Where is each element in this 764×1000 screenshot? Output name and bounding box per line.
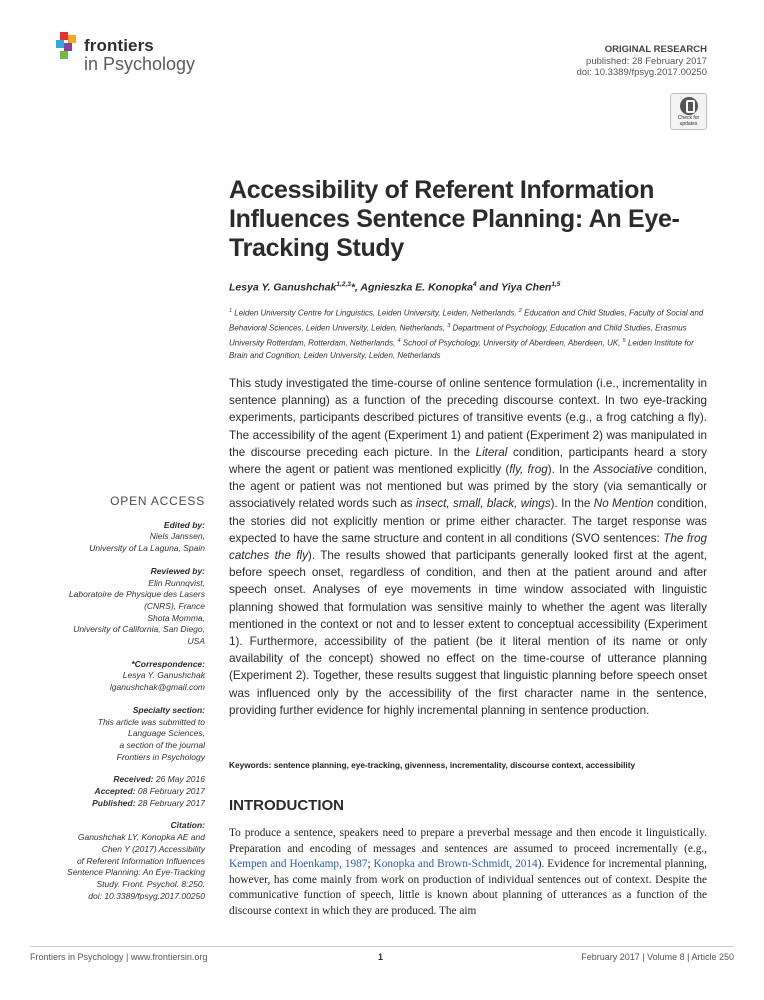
body-text: ; xyxy=(367,858,374,871)
specialty-text: Language Sciences, xyxy=(127,728,205,739)
correspondence-name: Lesya Y. Ganushchak xyxy=(122,670,205,681)
abstract-emphasis: No Mention xyxy=(593,497,654,511)
body-text: ). Evidence for incremental planning, however, has come mainly from work on production of individual sentences out of context. Despite the communicative function of speech, little is known about planning of utterances as a function of the discourse context in which they are produced. The aim xyxy=(229,858,707,917)
accepted-label: Accepted: xyxy=(94,786,136,797)
keywords xyxy=(229,760,709,770)
reviewers-block xyxy=(50,566,205,648)
reviewer-name: Shota Momma, xyxy=(147,612,205,623)
article-title: Accessibility of Referent Information Influences Sentence Planning: An Eye-Tracking Study xyxy=(229,176,680,262)
journal-name: in Psychology xyxy=(84,54,196,74)
article-sidebar xyxy=(50,496,205,913)
citation-doi-link[interactable]: doi: 10.3389/fpsyg.2017.00250 xyxy=(88,890,205,901)
abstract-text: condition, the agent or patient was not mentioned but was primed by the story (via semantically or associatively related words such as xyxy=(229,463,707,511)
abstract-emphasis: The frog catches the fly xyxy=(229,531,707,563)
abstract-text: ). In the xyxy=(547,463,594,477)
abstract-emphasis: fly, frog xyxy=(509,463,548,477)
author-separator: and xyxy=(476,281,501,294)
published-label: Published: xyxy=(92,797,136,808)
received-row xyxy=(50,774,205,786)
correspondence-label: *Correspondence: xyxy=(131,658,205,669)
citation-text: of Referent Information Influences xyxy=(76,855,205,866)
open-access-label: OPEN ACCESS xyxy=(110,494,205,508)
editor-name: Niels Janssen, xyxy=(149,531,205,542)
accepted-date: 08 February 2017 xyxy=(135,786,205,797)
reviewer-name: Elin Runnqvist, xyxy=(148,577,205,588)
published-date: published: 28 February 2017 xyxy=(586,55,707,67)
published-date-sidebar: 28 February 2017 xyxy=(135,797,205,808)
check-updates-label: Check for updates xyxy=(677,115,700,127)
citation-link[interactable]: Konopka and Brown-Schmidt, 2014 xyxy=(373,858,538,871)
keywords-label: Keywords: xyxy=(229,760,272,770)
abstract-emphasis: insect, small, black, wings xyxy=(415,497,551,511)
abstract-text: This study investigated the time-course of online sentence formulation (i.e., incrementality in sentence planning) as a function of the preceding discourse context. In two eye-tracking experiments, participants described pictures of transitive events (e.g., a frog catching a fly). The accessibility of the agent (Experiment 1) and patient (Experiment 2) was manipulated in the discourse preceding each picture. In the xyxy=(229,377,707,459)
introduction-text xyxy=(229,826,707,920)
abstract-emphasis: Associative xyxy=(593,463,653,477)
abstract-text: condition, the stories did not explicitly mention or prime either character. The target response was expected to have the same structure and content in all conditions (SVO sentences: xyxy=(229,497,707,545)
author-affil-sup: 4 xyxy=(473,281,477,288)
check-for-updates-button[interactable] xyxy=(670,93,707,130)
author-name[interactable]: Yiya Chen xyxy=(500,281,552,294)
accepted-row xyxy=(50,786,205,798)
page-number: 1 xyxy=(378,952,384,962)
correspondence-block xyxy=(50,659,205,694)
abstract-text: condition, participants heard a story where the agent or patient was mentioned explicitly ( xyxy=(229,445,707,477)
body-text: To produce a sentence, speakers need to prepare a preverbal message and then encode it linguistically. Preparation and encoding of messages and sentences are assumed to proceed incrementally (e.g., xyxy=(229,827,707,855)
citation-text: Ganushchak LY, Konopka AE and xyxy=(77,832,205,843)
received-date: 26 May 2016 xyxy=(153,774,205,785)
article-type: ORIGINAL RESEARCH xyxy=(604,44,707,55)
reviewed-by-label: Reviewed by: xyxy=(150,565,205,576)
received-label: Received: xyxy=(113,774,154,785)
author-name[interactable]: Lesya Y. Ganushchak xyxy=(229,281,337,294)
article-meta-header xyxy=(577,44,707,79)
bookmark-icon xyxy=(680,97,698,115)
abstract-text: ). The results showed that participants generally looked first at the agent, before speech onset, regardless of condition, and then at the patient around and after speech onset. Analyses of eye movements in time window associated with linguistic planning showed that formulation was sensitive mainly to whether the agent was literally mentioned in the context or not and to lesser extent to conceptual accessibility (Experiment 1). Furthermore, accessibility of the patient (be it literal mention of its name or only availability of the concept) showed no effect on the time-course of utterance planning (Experiment 2). Together, these results suggest that linguistic planning before speech onset was influenced only by the accessibility of the first character name in the sentence, providing further evidence for highly incremental planning in sentence production. xyxy=(229,549,707,717)
journal-logo[interactable] xyxy=(56,32,216,80)
edited-by-label: Edited by: xyxy=(163,519,205,530)
section-heading-introduction: INTRODUCTION xyxy=(229,797,344,814)
reviewer-affiliation: University of California, San Diego, xyxy=(73,624,205,635)
frontiers-logo-icon xyxy=(56,32,80,60)
footer-issue-info: February 2017 | Volume 8 | Article 250 xyxy=(581,952,734,962)
journal-brand: frontiers xyxy=(84,36,154,55)
affil-num: 4 xyxy=(397,338,401,345)
author-affil-sup: 1,2,3 xyxy=(336,281,351,288)
citation-text: Study. Front. Psychol. 8:250. xyxy=(96,878,205,889)
affil-text: School of Psychology, University of Aberdeen, Aberdeen, UK, xyxy=(400,338,623,348)
specialty-text: a section of the journal xyxy=(119,739,205,750)
affil-num: 1 xyxy=(229,308,233,314)
affil-num: 3 xyxy=(447,323,451,330)
abstract xyxy=(229,375,707,719)
affil-text: Leiden Institute for Brain and Cognition, Leiden University, Leiden, Netherlands xyxy=(229,338,694,361)
citation-text: Sentence Planning: An Eye-Tracking xyxy=(67,867,205,878)
citation-label: Citation: xyxy=(170,820,205,831)
specialty-text: This article was submitted to xyxy=(97,716,205,727)
affil-text: Education and Child Studies, Faculty of Social and Behavioral Sciences, Leiden University, Leiden, Netherlands, xyxy=(229,308,704,333)
reviewer-affiliation: USA xyxy=(187,636,205,647)
correspondence-email-link[interactable]: lganushchak@gmail.com xyxy=(109,682,205,693)
reviewer-affiliation: (CNRS), France xyxy=(144,600,205,611)
citation-link[interactable]: Kempen and Hoenkamp, 1987 xyxy=(229,858,368,871)
footer-journal-link[interactable]: Frontiers in Psychology | www.frontiersin.org xyxy=(30,952,208,962)
corresponding-mark: *, xyxy=(350,281,361,294)
published-row xyxy=(50,798,205,810)
specialty-label: Specialty section: xyxy=(132,704,205,715)
citation-text: Chen Y (2017) Accessibility xyxy=(101,843,205,854)
keywords-list: sentence planning, eye-tracking, givenness, incrementality, discourse context, accessibility xyxy=(271,760,636,770)
specialty-block xyxy=(50,705,205,764)
dates-block xyxy=(50,774,205,809)
editor-affiliation: University of La Laguna, Spain xyxy=(89,543,205,554)
editor-block xyxy=(50,520,205,555)
affiliations xyxy=(229,305,714,363)
affil-num: 5 xyxy=(622,338,626,345)
author-list xyxy=(229,281,719,294)
specialty-text: Frontiers in Psychology xyxy=(116,751,205,762)
abstract-text: ). In the xyxy=(550,497,594,511)
affil-text: Leiden University Centre for Linguistics, Leiden University, Leiden, Netherlands, xyxy=(232,308,519,318)
footer-divider xyxy=(30,946,734,947)
abstract-emphasis: Literal xyxy=(475,445,508,459)
affil-num: 2 xyxy=(518,308,522,314)
affil-text: Department of Psychology, Education and Child Studies, Erasmus University Rotterdam, Rotterdam, Netherlands, xyxy=(229,323,687,348)
author-affil-sup: 1,5 xyxy=(551,281,561,288)
reviewer-affiliation: Laboratoire de Physique des Lasers xyxy=(68,589,205,600)
citation-block xyxy=(50,820,205,902)
doi-link[interactable]: doi: 10.3389/fpsyg.2017.00250 xyxy=(576,67,707,78)
author-name[interactable]: Agnieszka E. Konopka xyxy=(360,281,474,294)
